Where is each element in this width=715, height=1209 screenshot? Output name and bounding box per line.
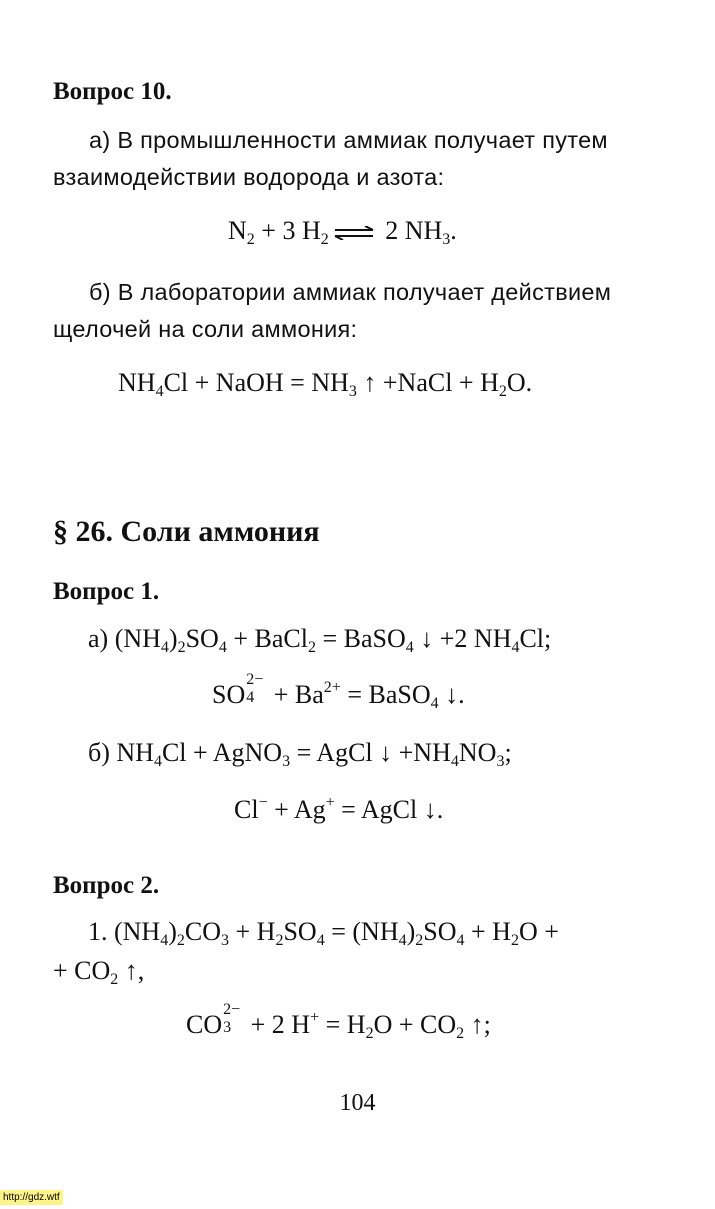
equilibrium-arrow-icon <box>333 226 375 240</box>
section-heading: § 26. Соли аммония <box>53 515 320 548</box>
question-2-equation-line-2: + $CO_2$ ↑, <box>53 956 145 988</box>
question-10-part-b-text: б) В лаборатории аммиак получает действием щелочей на соли аммония: <box>53 279 612 342</box>
question-1-heading: Вопрос 1. <box>53 578 160 605</box>
question-1-ionic-equation-b: Cl− + Ag+ = AgCl ↓. <box>234 794 444 824</box>
watermark-link[interactable]: http://gdz.wtf <box>0 1190 63 1205</box>
question-10-heading: Вопрос 10. <box>53 78 172 105</box>
question-2-ionic-equation: CO 2− 3 + 2 $H^+ = H_2O + CO_2$ ↑; <box>186 1001 491 1042</box>
question-10-equation-lab: $NH_4Cl$ + NaOH = $NH_3$ ↑ +NaCl + $H_2O$. <box>118 368 533 400</box>
page-number: 104 <box>339 1090 376 1116</box>
question-1-equation-a: а) $(NH_4)_2SO_4$ + BaCl$_2$ = BaSO$_4$ ↓ +2 $NH_4Cl$; <box>88 624 552 656</box>
question-1-equation-b: б) $NH_4Cl$ + AgNO$_3$ = AgCl ↓ $+NH_4NO_3$; <box>88 738 512 770</box>
question-2-heading: Вопрос 2. <box>53 872 160 899</box>
question-10-part-a-text: а) В промышленности аммиак получает путем взаимодействии водорода и азота: <box>53 127 608 190</box>
question-2-equation-line-1: 1. $(NH_4)_2CO_3 + H_2SO_4 = (NH_4)_2SO_4 + H_2O$ + <box>88 917 559 949</box>
question-10-equation-synthesis: $N_2 + 3$ $H_2$ 2 $NH_3$. <box>228 216 457 248</box>
question-1-ionic-equation-a: SO 2− 4 + $Ba^{2+}$ = BaSO$_4$ ↓. <box>212 671 465 712</box>
